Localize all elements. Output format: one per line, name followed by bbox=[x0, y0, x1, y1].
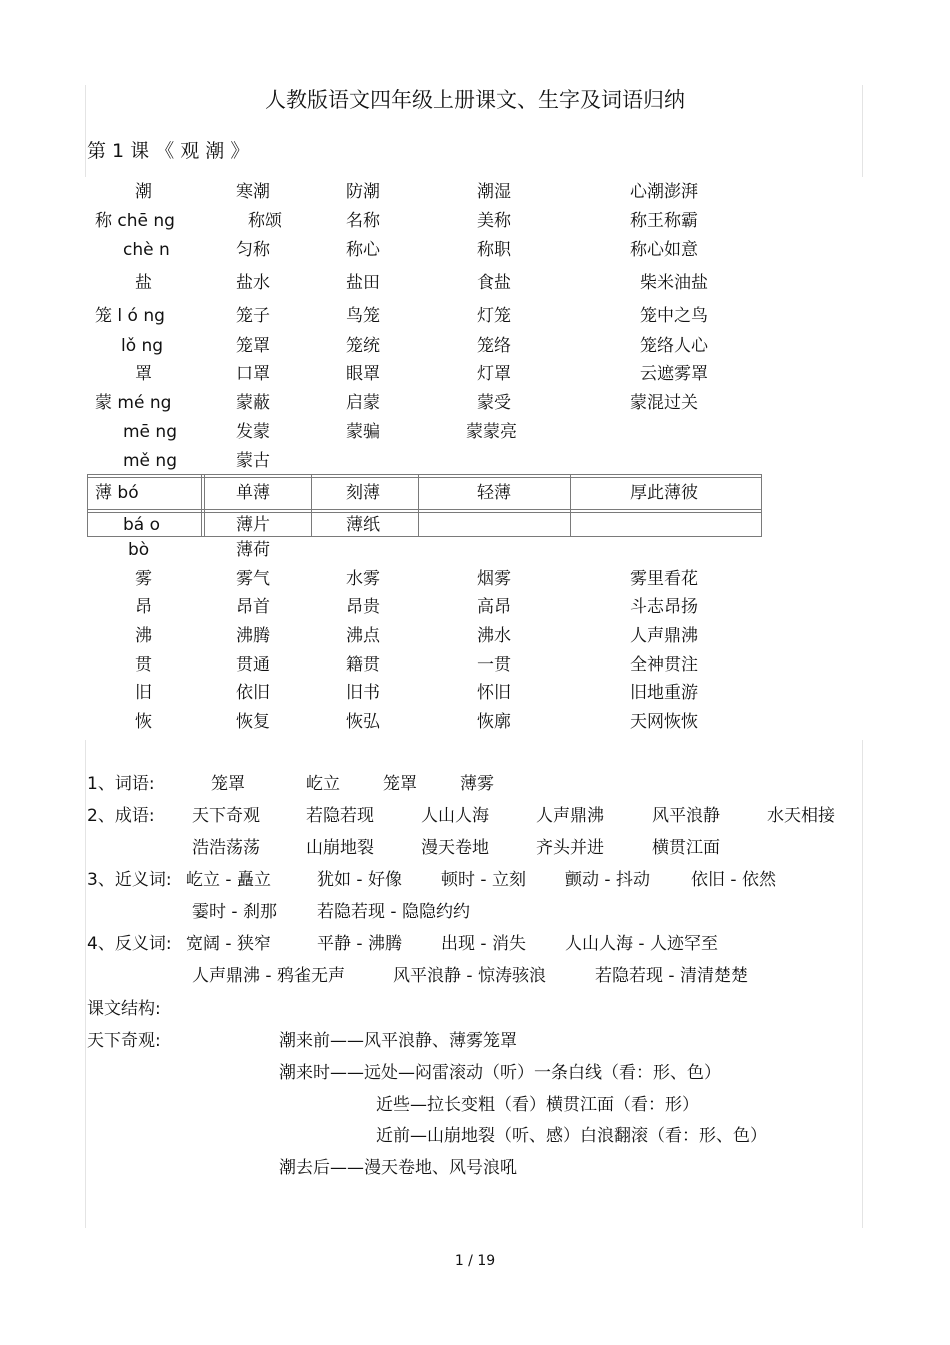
antonym-item: 宽阔 - 狭窄 bbox=[186, 934, 271, 954]
page-edge-right bbox=[862, 740, 863, 1228]
vocab-word: 称王称霸 bbox=[630, 211, 698, 231]
vocab-word: 云遮雾罩 bbox=[640, 364, 708, 384]
vocab-word: 蒙古 bbox=[236, 451, 270, 471]
vocab-word: 恢弘 bbox=[346, 712, 380, 732]
antonym-item: 人声鼎沸 - 鸦雀无声 bbox=[192, 966, 345, 986]
vocab-word: 发蒙 bbox=[236, 422, 270, 442]
synonym-item: 顿时 - 立刻 bbox=[441, 870, 526, 890]
words-item: 薄雾 bbox=[460, 774, 494, 794]
vocab-word: 名称 bbox=[346, 211, 380, 231]
vocab-word: 恢廓 bbox=[477, 712, 511, 732]
antonym-item: 若隐若现 - 清清楚楚 bbox=[595, 966, 748, 986]
words-label: 1、词语: bbox=[87, 774, 155, 794]
structure-line: 潮去后——漫天卷地、风号浪吼 bbox=[279, 1158, 517, 1178]
table-border bbox=[570, 474, 571, 537]
vocab-word: 薄纸 bbox=[346, 515, 380, 535]
structure-label: 课文结构: bbox=[87, 999, 161, 1019]
vocab-word: 称颂 bbox=[248, 211, 282, 231]
vocab-word: 灯笼 bbox=[477, 306, 511, 326]
vocab-word: 贯通 bbox=[236, 655, 270, 675]
vocab-char: 盐 bbox=[135, 273, 152, 293]
vocab-word: 刻薄 bbox=[346, 483, 380, 503]
vocab-word: 雾气 bbox=[236, 569, 270, 589]
vocab-word: 恢复 bbox=[236, 712, 270, 732]
idiom-item: 漫天卷地 bbox=[421, 838, 489, 858]
vocab-word: 薄片 bbox=[236, 515, 270, 535]
vocab-word: 昂首 bbox=[236, 597, 270, 617]
idiom-item: 齐头并进 bbox=[536, 838, 604, 858]
vocab-word: 斗志昂扬 bbox=[630, 597, 698, 617]
idiom-item: 横贯江面 bbox=[652, 838, 720, 858]
idiom-item: 天下奇观 bbox=[192, 806, 260, 826]
table-border bbox=[87, 512, 762, 513]
synonym-item: 依旧 - 依然 bbox=[691, 870, 776, 890]
vocab-word: 笼络 bbox=[477, 336, 511, 356]
vocab-char: 称 chē ng bbox=[95, 211, 175, 231]
vocab-char: 笼 l ó ng bbox=[95, 306, 165, 326]
vocab-word: 笼子 bbox=[236, 306, 270, 326]
vocab-word: 昂贵 bbox=[346, 597, 380, 617]
antonym-item: 人山人海 - 人迹罕至 bbox=[565, 934, 718, 954]
vocab-char: 潮 bbox=[135, 182, 152, 202]
structure-line: 近些—拉长变粗（看）横贯江面（看：形） bbox=[376, 1095, 699, 1115]
vocab-word: 柴米油盐 bbox=[640, 273, 708, 293]
vocab-char: lǒ ng bbox=[121, 336, 164, 356]
vocab-word: 称心 bbox=[346, 240, 380, 260]
vocab-word: 食盐 bbox=[477, 273, 511, 293]
vocab-word: 轻薄 bbox=[477, 483, 511, 503]
structure-line: 近前—山崩地裂（听、感）白浪翻滚（看：形、色） bbox=[376, 1126, 767, 1146]
vocab-word: 眼罩 bbox=[346, 364, 380, 384]
vocab-word: 称心如意 bbox=[630, 240, 698, 260]
synonym-item: 犹如 - 好像 bbox=[317, 870, 402, 890]
table-border bbox=[87, 536, 762, 537]
lesson-heading: 第 1 课 《 观 潮 》 bbox=[87, 140, 250, 162]
synonyms-label: 3、近义词: bbox=[87, 870, 172, 890]
table-border bbox=[761, 474, 762, 537]
vocab-word: 沸水 bbox=[477, 626, 511, 646]
words-item: 笼罩 bbox=[383, 774, 417, 794]
table-border bbox=[87, 477, 762, 478]
synonym-item: 屹立 - 矗立 bbox=[186, 870, 271, 890]
structure-root: 天下奇观: bbox=[87, 1031, 161, 1051]
structure-line: 潮来前——风平浪静、薄雾笼罩 bbox=[279, 1031, 517, 1051]
vocab-char: bá o bbox=[123, 515, 161, 535]
synonym-item: 霎时 - 刹那 bbox=[192, 902, 277, 922]
antonym-item: 平静 - 沸腾 bbox=[317, 934, 402, 954]
vocab-char: 罩 bbox=[135, 364, 152, 384]
vocab-word: 盐田 bbox=[346, 273, 380, 293]
vocab-word: 笼罩 bbox=[236, 336, 270, 356]
page-edge-left bbox=[85, 740, 86, 1228]
idiom-item: 人山人海 bbox=[421, 806, 489, 826]
vocab-word: 笼中之鸟 bbox=[640, 306, 708, 326]
vocab-word: 籍贯 bbox=[346, 655, 380, 675]
page-number: 1 / 19 bbox=[454, 1253, 496, 1269]
vocab-word: 蒙受 bbox=[477, 393, 511, 413]
vocab-word: 灯罩 bbox=[477, 364, 511, 384]
vocab-char: mē ng bbox=[123, 422, 177, 442]
document-title: 人教版语文四年级上册课文、生字及词语归纳 bbox=[265, 88, 685, 112]
vocab-word: 盐水 bbox=[236, 273, 270, 293]
vocab-char: chè n bbox=[123, 240, 170, 260]
vocab-word: 防潮 bbox=[346, 182, 380, 202]
vocab-word: 蒙蒙亮 bbox=[466, 422, 517, 442]
vocab-word: 蒙混过关 bbox=[630, 393, 698, 413]
vocab-word: 蒙蔽 bbox=[236, 393, 270, 413]
vocab-char: mě ng bbox=[123, 451, 177, 471]
vocab-char: 旧 bbox=[135, 683, 152, 703]
idiom-item: 山崩地裂 bbox=[306, 838, 374, 858]
vocab-word: 笼络人心 bbox=[640, 336, 708, 356]
vocab-word: 厚此薄彼 bbox=[630, 483, 698, 503]
vocab-word: 全神贯注 bbox=[630, 655, 698, 675]
words-item: 笼罩 bbox=[211, 774, 245, 794]
vocab-word: 鸟笼 bbox=[346, 306, 380, 326]
vocab-word: 心潮澎湃 bbox=[630, 182, 698, 202]
vocab-word: 雾里看花 bbox=[630, 569, 698, 589]
table-border bbox=[87, 474, 762, 475]
synonym-item: 若隐若现 - 隐隐约约 bbox=[317, 902, 470, 922]
idiom-item: 人声鼎沸 bbox=[536, 806, 604, 826]
vocab-word: 美称 bbox=[477, 211, 511, 231]
vocab-word: 怀旧 bbox=[477, 683, 511, 703]
idiom-item: 水天相接 bbox=[767, 806, 835, 826]
vocab-word: 依旧 bbox=[236, 683, 270, 703]
vocab-word: 沸点 bbox=[346, 626, 380, 646]
vocab-word: 潮湿 bbox=[477, 182, 511, 202]
vocab-word: 一贯 bbox=[477, 655, 511, 675]
vocab-word: 笼统 bbox=[346, 336, 380, 356]
antonym-item: 风平浪静 - 惊涛骇浪 bbox=[393, 966, 546, 986]
vocab-word: 人声鼎沸 bbox=[630, 626, 698, 646]
vocab-word: 高昂 bbox=[477, 597, 511, 617]
vocab-char: 蒙 mé ng bbox=[95, 393, 172, 413]
vocab-word: 单薄 bbox=[236, 483, 270, 503]
idiom-item: 若隐若现 bbox=[306, 806, 374, 826]
vocab-word: 烟雾 bbox=[477, 569, 511, 589]
words-item: 屹立 bbox=[306, 774, 340, 794]
vocab-char: 贯 bbox=[135, 655, 152, 675]
vocab-char: 恢 bbox=[135, 712, 152, 732]
vocab-word: 薄荷 bbox=[236, 540, 270, 560]
table-border bbox=[311, 474, 312, 537]
vocab-word: 天网恢恢 bbox=[630, 712, 698, 732]
synonym-item: 颤动 - 抖动 bbox=[565, 870, 650, 890]
vocab-char: 沸 bbox=[135, 626, 152, 646]
table-border bbox=[87, 474, 88, 537]
vocab-word: 沸腾 bbox=[236, 626, 270, 646]
idioms-label: 2、成语: bbox=[87, 806, 155, 826]
structure-line: 潮来时——远处—闷雷滚动（听）一条白线（看：形、色） bbox=[279, 1063, 721, 1083]
vocab-char: 雾 bbox=[135, 569, 152, 589]
table-border bbox=[204, 474, 205, 537]
vocab-word: 寒潮 bbox=[236, 182, 270, 202]
vocab-word: 蒙骗 bbox=[346, 422, 380, 442]
table-border bbox=[418, 474, 419, 537]
idiom-item: 风平浪静 bbox=[652, 806, 720, 826]
antonyms-label: 4、反义词: bbox=[87, 934, 172, 954]
vocab-char: 薄 bó bbox=[95, 483, 139, 503]
vocab-word: 旧书 bbox=[346, 683, 380, 703]
vocab-word: 匀称 bbox=[236, 240, 270, 260]
table-border bbox=[201, 474, 202, 537]
vocab-char: bò bbox=[128, 540, 150, 560]
idiom-item: 浩浩荡荡 bbox=[192, 838, 260, 858]
antonym-item: 出现 - 消失 bbox=[441, 934, 526, 954]
vocab-word: 启蒙 bbox=[346, 393, 380, 413]
vocab-word: 口罩 bbox=[236, 364, 270, 384]
vocab-word: 称职 bbox=[477, 240, 511, 260]
vocab-char: 昂 bbox=[135, 597, 152, 617]
vocab-word: 旧地重游 bbox=[630, 683, 698, 703]
vocab-word: 水雾 bbox=[346, 569, 380, 589]
table-border bbox=[87, 509, 762, 510]
